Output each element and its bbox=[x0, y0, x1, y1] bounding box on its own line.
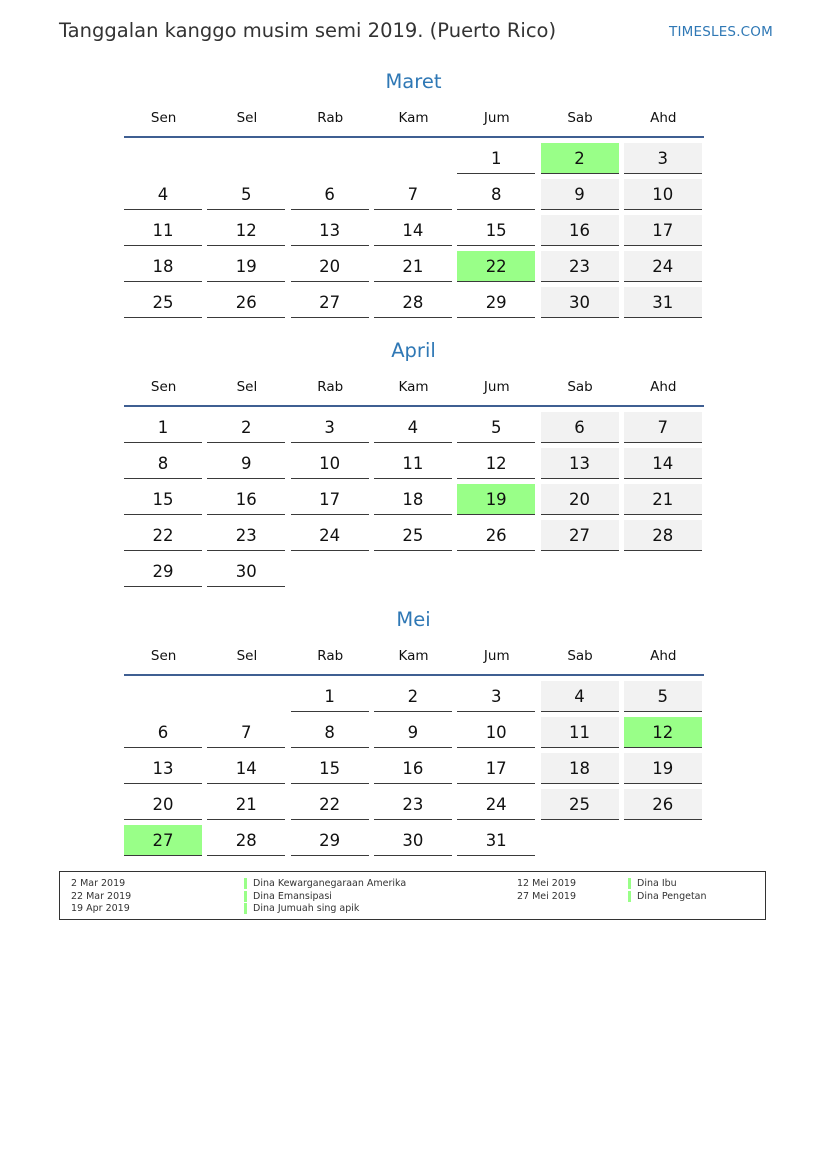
day-cell: 8 bbox=[457, 179, 535, 210]
month-divider bbox=[124, 405, 704, 407]
day-cell: 26 bbox=[624, 789, 702, 820]
weekday-label: Sen bbox=[150, 648, 177, 664]
day-cell: 12 bbox=[457, 448, 535, 479]
legend-holiday-name: Dina Kewarganegaraan Amerika bbox=[244, 878, 406, 889]
day-cell: 23 bbox=[541, 251, 619, 282]
legend-holiday-name: Dina Ibu bbox=[628, 878, 677, 889]
day-cell: 9 bbox=[374, 717, 452, 748]
day-cell: 17 bbox=[457, 753, 535, 784]
day-cell: 3 bbox=[291, 412, 369, 443]
day-cell: 18 bbox=[374, 484, 452, 515]
legend-date: 2 Mar 2019 bbox=[71, 878, 126, 889]
day-cell: 4 bbox=[541, 681, 619, 712]
day-cell: 1 bbox=[124, 412, 202, 443]
holiday-day-cell: 12 bbox=[624, 717, 702, 748]
weekday-label: Kam bbox=[398, 379, 429, 395]
day-cell: 1 bbox=[291, 681, 369, 712]
day-cell: 24 bbox=[291, 520, 369, 551]
day-cell: 10 bbox=[624, 179, 702, 210]
legend-holiday-name: Dina Pengetan bbox=[628, 891, 707, 902]
day-cell: 4 bbox=[124, 179, 202, 210]
day-cell: 23 bbox=[207, 520, 285, 551]
day-cell: 23 bbox=[374, 789, 452, 820]
day-cell: 24 bbox=[457, 789, 535, 820]
day-cell: 16 bbox=[541, 215, 619, 246]
holiday-day-cell: 27 bbox=[124, 825, 202, 856]
weekday-header bbox=[122, 648, 705, 670]
day-cell: 7 bbox=[207, 717, 285, 748]
holiday-legend bbox=[59, 871, 766, 920]
weekday-label: Sel bbox=[236, 379, 258, 395]
weekday-label: Sen bbox=[150, 379, 177, 395]
legend-date: 19 Apr 2019 bbox=[71, 903, 130, 914]
holiday-day-cell: 2 bbox=[541, 143, 619, 174]
day-cell: 27 bbox=[291, 287, 369, 318]
legend-date: 12 Mei 2019 bbox=[517, 878, 576, 889]
day-cell: 16 bbox=[374, 753, 452, 784]
day-cell: 5 bbox=[207, 179, 285, 210]
weekday-label: Sen bbox=[150, 110, 177, 126]
day-cell: 25 bbox=[374, 520, 452, 551]
day-cell: 10 bbox=[291, 448, 369, 479]
site-link[interactable]: TIMESLES.COM bbox=[669, 24, 773, 40]
day-cell: 1 bbox=[457, 143, 535, 174]
day-cell: 13 bbox=[124, 753, 202, 784]
day-cell: 2 bbox=[207, 412, 285, 443]
day-cell: 31 bbox=[457, 825, 535, 856]
day-cell: 14 bbox=[624, 448, 702, 479]
weekday-label: Jum bbox=[483, 648, 510, 664]
weekday-label: Rab bbox=[317, 379, 344, 395]
day-cell: 14 bbox=[207, 753, 285, 784]
day-cell: 21 bbox=[624, 484, 702, 515]
day-cell: 25 bbox=[541, 789, 619, 820]
day-cell: 20 bbox=[291, 251, 369, 282]
day-cell: 27 bbox=[541, 520, 619, 551]
day-cell: 20 bbox=[541, 484, 619, 515]
day-cell: 9 bbox=[207, 448, 285, 479]
day-cell: 17 bbox=[624, 215, 702, 246]
day-cell: 10 bbox=[457, 717, 535, 748]
day-cell: 29 bbox=[291, 825, 369, 856]
day-cell: 16 bbox=[207, 484, 285, 515]
day-cell: 30 bbox=[541, 287, 619, 318]
month-divider bbox=[124, 136, 704, 138]
day-cell: 4 bbox=[374, 412, 452, 443]
day-cell: 19 bbox=[207, 251, 285, 282]
day-cell: 30 bbox=[374, 825, 452, 856]
day-cell: 22 bbox=[124, 520, 202, 551]
day-cell: 18 bbox=[124, 251, 202, 282]
day-cell: 6 bbox=[541, 412, 619, 443]
day-cell: 26 bbox=[207, 287, 285, 318]
weekday-label: Ahd bbox=[650, 379, 677, 395]
day-cell: 7 bbox=[374, 179, 452, 210]
day-cell: 19 bbox=[624, 753, 702, 784]
weekday-label: Kam bbox=[398, 648, 429, 664]
legend-date: 22 Mar 2019 bbox=[71, 890, 132, 902]
day-cell: 2 bbox=[374, 681, 452, 712]
day-cell: 15 bbox=[124, 484, 202, 515]
day-cell: 13 bbox=[291, 215, 369, 246]
day-cell: 29 bbox=[124, 556, 202, 587]
day-cell: 8 bbox=[124, 448, 202, 479]
month-title: Mei bbox=[396, 608, 431, 631]
day-cell: 3 bbox=[457, 681, 535, 712]
day-cell: 21 bbox=[374, 251, 452, 282]
month-title: Maret bbox=[385, 70, 442, 93]
day-cell: 8 bbox=[291, 717, 369, 748]
day-cell: 14 bbox=[374, 215, 452, 246]
holiday-day-cell: 19 bbox=[457, 484, 535, 515]
day-cell: 12 bbox=[207, 215, 285, 246]
page-title: Tanggalan kanggo musim semi 2019. (Puerto Rico) bbox=[59, 19, 557, 42]
weekday-label: Ahd bbox=[650, 110, 677, 126]
weekday-label: Sab bbox=[567, 379, 593, 395]
day-cell: 29 bbox=[457, 287, 535, 318]
day-cell: 5 bbox=[624, 681, 702, 712]
weekday-label: Sab bbox=[567, 648, 593, 664]
month-divider bbox=[124, 674, 704, 676]
day-cell: 15 bbox=[291, 753, 369, 784]
legend-date: 27 Mei 2019 bbox=[517, 890, 576, 902]
weekday-label: Sel bbox=[236, 110, 258, 126]
weekday-label: Rab bbox=[317, 110, 344, 126]
weekday-header bbox=[122, 379, 705, 401]
month-title: April bbox=[391, 339, 436, 362]
weekday-label: Jum bbox=[483, 110, 510, 126]
weekday-label: Sab bbox=[567, 110, 593, 126]
day-cell: 18 bbox=[541, 753, 619, 784]
day-cell: 6 bbox=[124, 717, 202, 748]
day-cell: 25 bbox=[124, 287, 202, 318]
day-cell: 20 bbox=[124, 789, 202, 820]
weekday-label: Ahd bbox=[650, 648, 677, 664]
day-cell: 21 bbox=[207, 789, 285, 820]
holiday-day-cell: 22 bbox=[457, 251, 535, 282]
day-cell: 30 bbox=[207, 556, 285, 587]
day-cell: 5 bbox=[457, 412, 535, 443]
weekday-label: Rab bbox=[317, 648, 344, 664]
weekday-header bbox=[122, 110, 705, 132]
day-cell: 24 bbox=[624, 251, 702, 282]
day-cell: 15 bbox=[457, 215, 535, 246]
day-cell: 28 bbox=[374, 287, 452, 318]
day-cell: 17 bbox=[291, 484, 369, 515]
day-cell: 28 bbox=[624, 520, 702, 551]
day-cell: 9 bbox=[541, 179, 619, 210]
weekday-label: Sel bbox=[236, 648, 258, 664]
legend-holiday-name: Dina Emansipasi bbox=[244, 891, 332, 902]
day-cell: 11 bbox=[124, 215, 202, 246]
day-cell: 26 bbox=[457, 520, 535, 551]
day-cell: 11 bbox=[541, 717, 619, 748]
legend-holiday-name: Dina Jumuah sing apik bbox=[244, 903, 359, 914]
day-cell: 13 bbox=[541, 448, 619, 479]
day-cell: 11 bbox=[374, 448, 452, 479]
day-cell: 7 bbox=[624, 412, 702, 443]
day-cell: 22 bbox=[291, 789, 369, 820]
day-cell: 31 bbox=[624, 287, 702, 318]
day-cell: 28 bbox=[207, 825, 285, 856]
weekday-label: Jum bbox=[483, 379, 510, 395]
day-cell: 6 bbox=[291, 179, 369, 210]
weekday-label: Kam bbox=[398, 110, 429, 126]
day-cell: 3 bbox=[624, 143, 702, 174]
